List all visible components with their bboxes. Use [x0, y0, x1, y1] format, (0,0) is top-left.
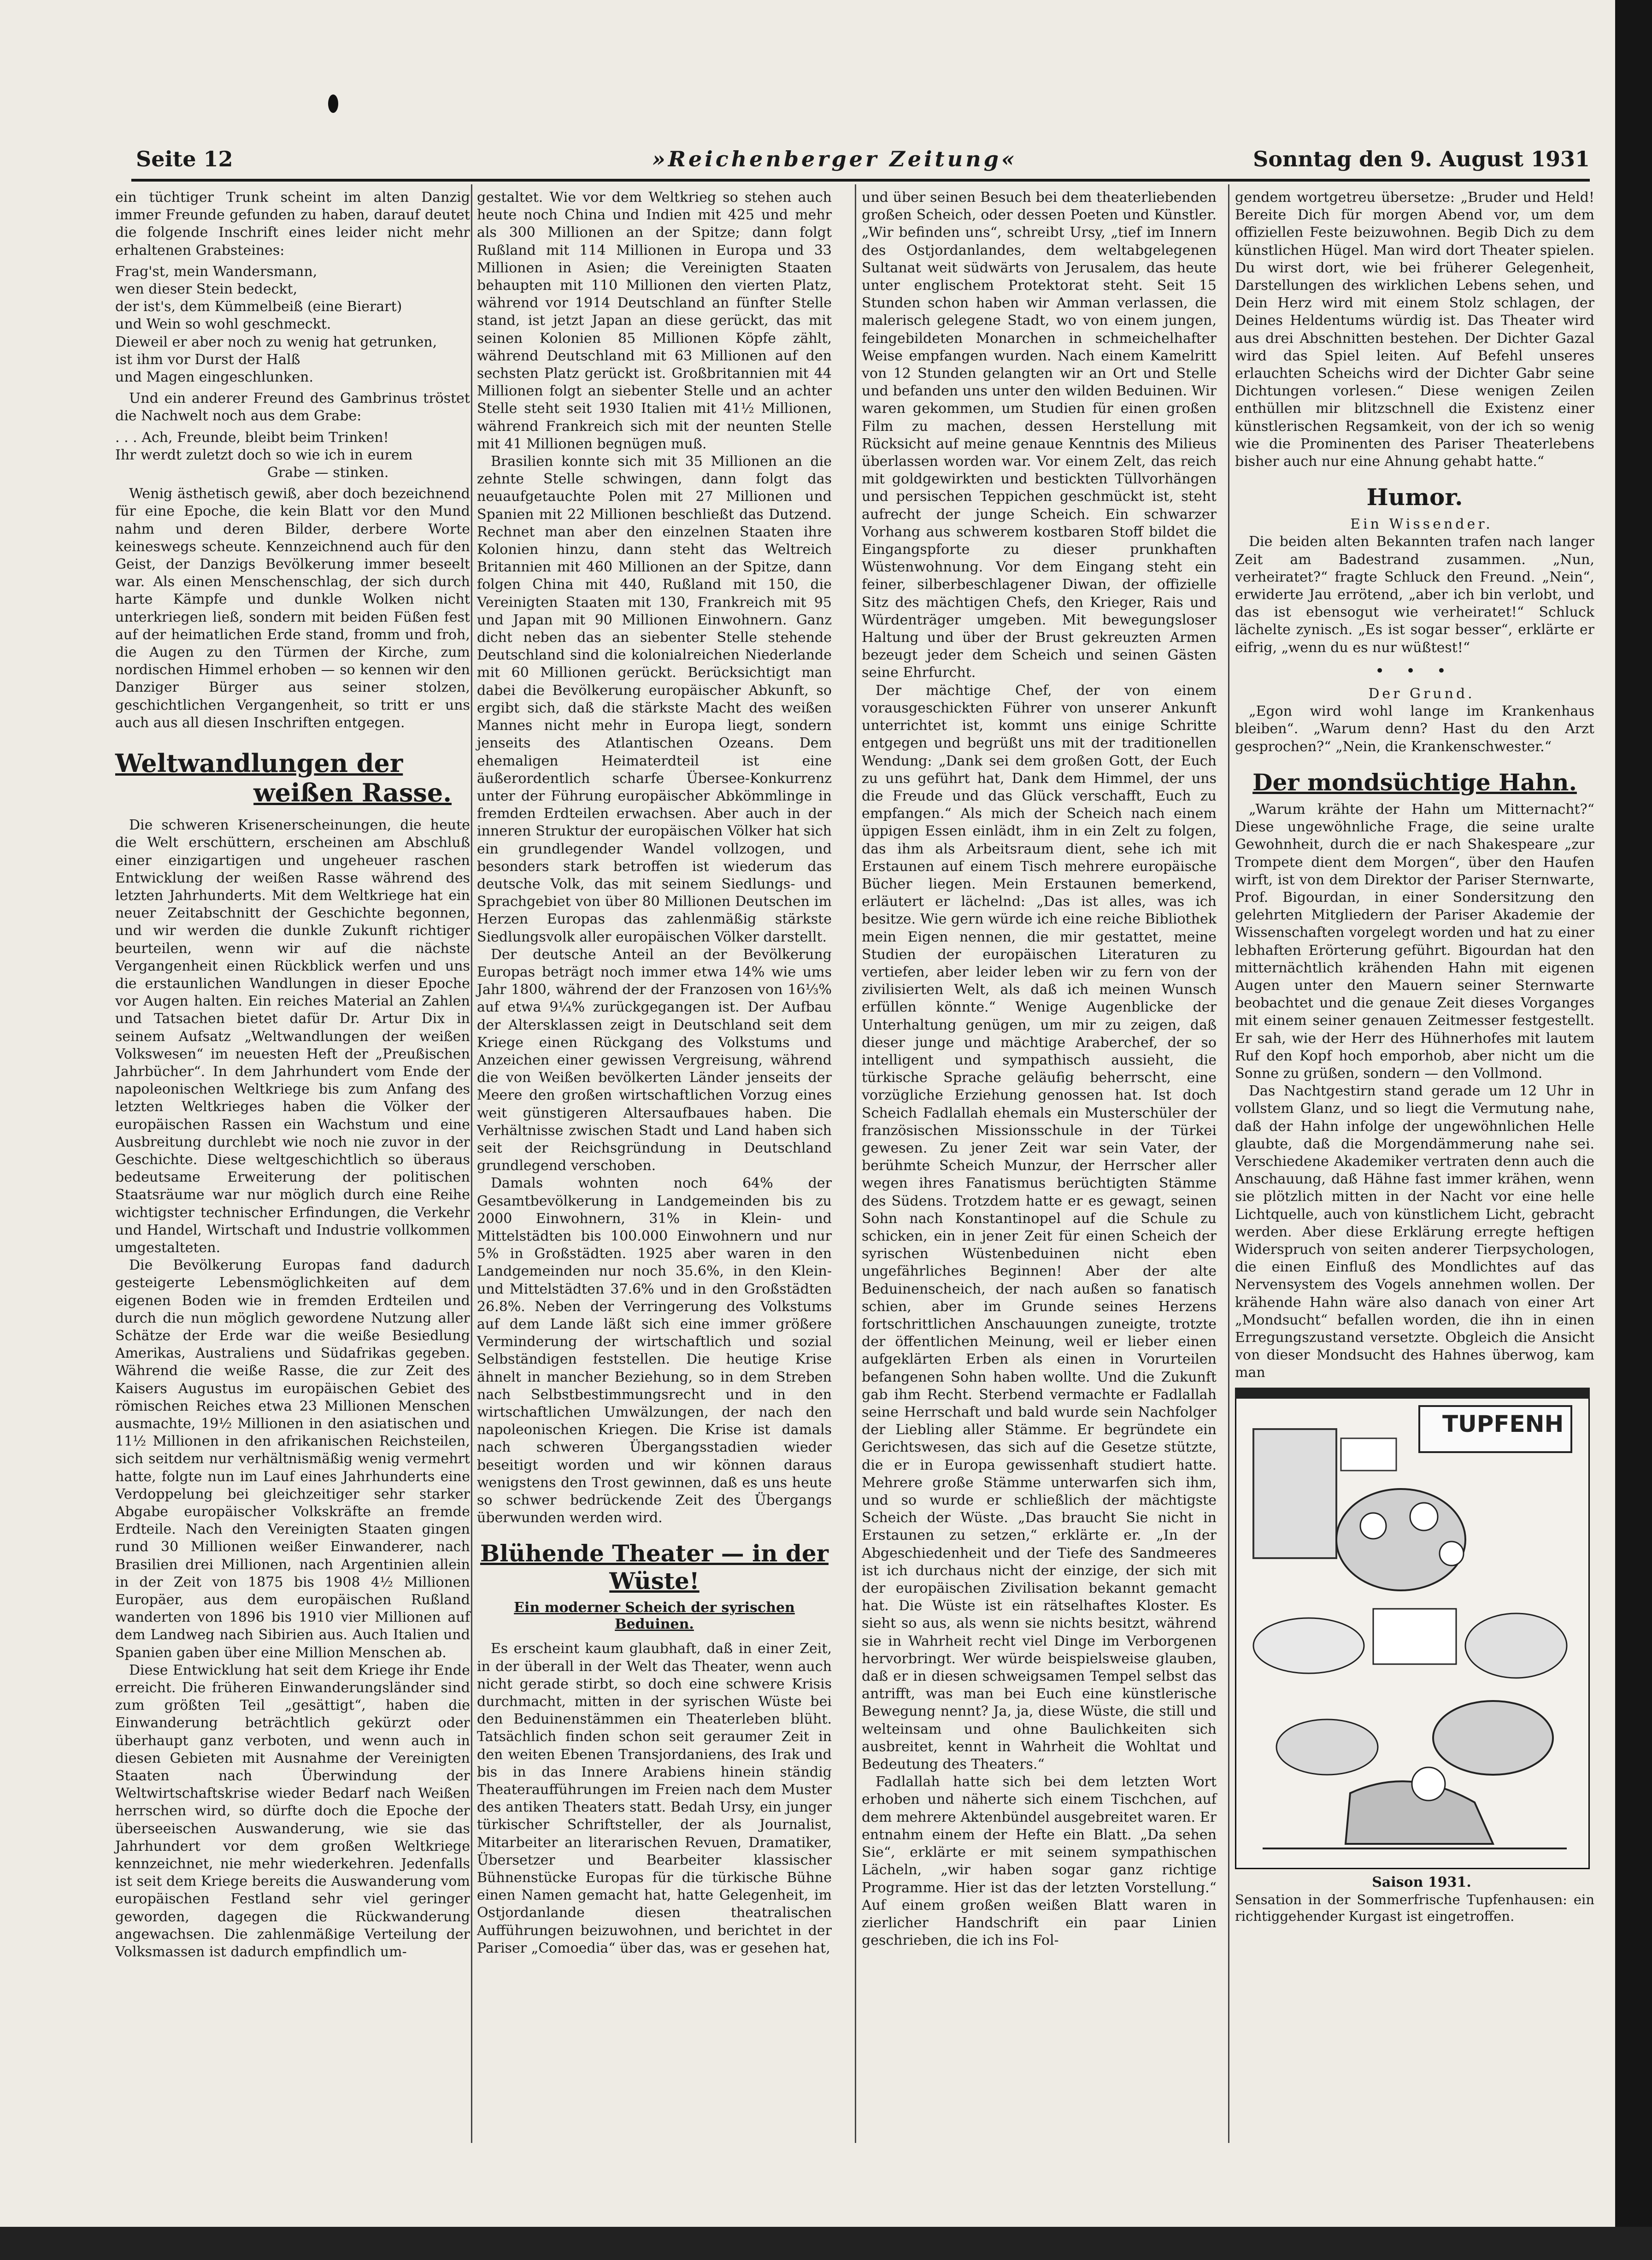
column-2: [477, 189, 832, 1957]
headline-line-2: weißen Rasse.: [253, 778, 452, 808]
column-rule: [471, 184, 472, 2143]
article-paragraph: Es erscheint kaum glaubhaft, daß in einer Zeit, in der überall in der Welt das Theater, wenn auch nicht gerade stirbt, so doch eine schwere Krisis durchmacht, mitten in der syrischen Wüste bei den Beduinenstämmen ein Theaterleben blüht. Tatsächlich finden schon seit geraumer Zeit in den weiten Ebenen Transjordaniens, des Irak und bis in das Innere Arabiens hinein ständig Theateraufführungen im Freien nach dem Muster des antiken Theaters statt. Bedah Ursy, ein junger türkischer Schriftsteller, der als Journalist, Mitarbeiter an literarischen Revuen, Dramatiker, Übersetzer und Bearbeiter klassischer Bühnenstücke Europas für die türkische Bühne einen Namen gemacht hat, hatte Gelegenheit, im Ostjordanlande diesen theatralischen Aufführungen beizuwohnen, und berichtet in der Pariser „Comoedia“ über das, was er gesehen hat,: [477, 1641, 832, 1956]
verse-line: wen dieser Stein bedeckt,: [115, 281, 298, 298]
verse-line: und Magen eingeschlunken.: [115, 369, 313, 386]
scan-border-right: [1615, 0, 1652, 2260]
article-paragraph: gendem wortgetreu übersetze: „Bruder und Held! Bereite Dich für morgen Abend vor, um dem offiziellen Feste beizuwohnen. Begib Dich zu dem künstlichen Hügel. Man wird dort Theater spielen. Du wirst dort, wie bei früherer Gelegenheit, Darstellungen des wirklichen Lebens sehen, und Dein Herz wird mit einem Stolz schlagen, der Deines Heldentums würdig ist. Das Theater wird aus drei Abschnitten bestehen. Der Dichter Gazal wird das Spiel leiten. Auf Befehl unseres erlauchten Scheichs wird der Dichter Gabr seine Dichtungen vorlesen.“ Diese wenigen Zeilen enthüllen mir blitzschnell die Existenz einer künstlerischen Regsamkeit, von der ich so wenig wie die Prominenten des Pariser Theaterlebens bisher auch nur eine Ahnung gehabt hatte.“: [1235, 189, 1594, 470]
verse-line: und Wein so wohl geschmeckt.: [115, 316, 331, 333]
verse-line: der ist's, dem Kümmelbeiß (eine Bierart): [115, 299, 402, 315]
section-heading-humor: Humor.: [1366, 483, 1463, 511]
joke-title: Der Grund.: [1368, 686, 1475, 702]
article-paragraph: Und ein anderer Freund des Gambrinus tröstet die Nachwelt noch aus dem Grabe:: [115, 390, 470, 424]
column-3: [862, 189, 1217, 1949]
article-paragraph: Das Nachtgestirn stand gerade um 12 Uhr in vollstem Glanz, und so liegt die Vermutung nahe, daß der Hahn infolge der ungewöhnlichen Helle glaubte, daß die Morgendämmerung nahe sei. Verschiedene Akademiker vertraten denn auch die Anschauung, daß Hähne fast immer krähen, wenn sie plötzlich mitten in der Nacht vor eine helle Lichtquelle, auch von künstlichem Licht, gebracht werden. Aber diese Erklärung erregte heftigen Widerspruch von seiten anderer Tierpsychologen, die einen Einfluß des Mondlichtes auf das Nervensystem des Vogels annehmen wollen. Der krähende Hahn wäre also danach von einer Art „Mondsucht“ befallen worden, die ihn in einen Erregungszustand versetzte. Obgleich die Ansicht von dieser Mondsucht des Hahnes überwog, kam man: [1235, 1083, 1594, 1381]
cartoon-drawing: [1235, 1388, 1590, 1869]
article-paragraph: gestaltet. Wie vor dem Weltkrieg so stehen auch heute noch China und Indien mit 425 und mehr als 300 Millionen an der Spitze; dann folgt Rußland mit 114 Millionen in Europa und 33 Millionen in Asien; die Vereinigten Staaten behaupten mit 110 Millionen den vierten Platz, während vor 1914 Deutschland an fünfter Stelle stand, ist jetzt Japan an diese gerückt, das mit seinen Kolonien 85 Millionen Köpfe zählt, während Deutschland mit 63 Millionen auf den sechsten Platz gerückt ist. Großbritannien mit 44 Millionen folgt an siebenter Stelle und an achter Stelle steht seit 1930 Italien mit 41½ Millionen, während Frankreich sich mit der neunten Stelle mit 41 Millionen begnügen muß.: [477, 189, 832, 452]
article-paragraph: Damals wohnten noch 64% der Gesamtbevölkerung in Landgemeinden bis zu 2000 Einwohnern, 31% in Klein- und Mittelstädten bis 100.000 Einwohnern und nur 5% in Großstädten. 1925 aber waren in den Landgemeinden nur noch 35.6%, in den Klein- und Mittelstädten 37.6% und in den Großstädten 26.8%. Neben der Verringerung des Volkstums auf dem Lande läßt sich eine immer größere Verminderung der wirtschaftlich und sozial Selbständigen feststellen. Die heutige Krise ähnelt in mancher Beziehung, so in dem Streben nach Selbstbestimmungsrecht und in den wirtschaftlichen Umwälzungen, der nach den napoleonischen Kriegen. Die Krise ist damals nach schweren Übergangsstadien wieder beseitigt worden und wir können daraus wenigstens den Trost gewinnen, daß es uns heute so schwer bedrückende Zeit des Übergangs überwunden werden wird.: [477, 1175, 832, 1526]
article-headline: [115, 748, 470, 807]
article-paragraph: Der deutsche Anteil an der Bevölkerung Europas beträgt noch immer etwa 14% wie ums Jahr 1800, während der der Franzosen von 16⅓% auf etwa 9¼% zurückgegangen ist. Der Aufbau der Altersklassen zeigt in Deutschland seit dem Kriege einen Rückgang des Volkstums und Anzeichen einer gewissen Vergreisung, während die von Weißen bevölkerten Länder jenseits der Meere den großen wirtschaftlichen Vorzug eines weit günstigeren Altersaufbaues haben. Die Verhältnisse zwischen Stadt und Land haben sich seit der Reichsgründung in Deutschland grundlegend verschoben.: [477, 946, 832, 1174]
separator-dots: • • •: [1375, 661, 1454, 680]
headline-line-1: Weltwandlungen der: [115, 748, 403, 778]
verse-line: . . . Ach, Freunde, bleibt beim Trinken!: [115, 429, 389, 446]
epitaph-verse-1: [115, 263, 470, 386]
header-rule: [131, 179, 1590, 182]
verse-line: Dieweil er aber noch zu wenig hat getrunken,: [115, 334, 437, 350]
article-paragraph: „Warum krähte der Hahn um Mitternacht?“ Diese ungewöhnliche Frage, die seine uralte Gewohnheit, durch die er nach Shakespeare „zur Trompete dient dem Morgen“, über den Haufen wirft, ist von dem Direktor der Pariser Sternwarte, Prof. Bigourdan, in einer Sondersitzung den gelehrten Mitgliedern der Pariser Akademie der Wissenschaften vorgelegt worden und hat zu einer lebhaften Erörterung geführt. Bigourdan hat den mitternächtlich krähenden Hahn mit eigenen Augen unter den Mauern seiner Sternwarte beobachtet und die genaue Zeit dieses Vorganges mit einem seiner genauen Zeitmesser festgestellt. Er sah, wie der Herr des Hühnerhofes mit lautem Ruf den Kopf hoch emporhob, aber nicht um die Sonne zu grüßen, sondern — den Vollmond.: [1235, 801, 1594, 1082]
article-paragraph: Die schweren Krisenerscheinungen, die heute die Welt erschüttern, erscheinen am Abschluß einer einzigartigen und ungeheuer raschen Entwicklung der weißen Rasse während des letzten Jahrhunderts. Mit dem Weltkriege hat ein neuer Zeitabschnitt der Geschichte begonnen, und wir werden die dunkle Zukunft richtiger beurteilen, wenn wir auf die nächste Vergangenheit einen Rückblick werfen und uns die erstaunlichen Wandlungen in dieser Epoche vor Augen halten. Ein reiches Material an Zahlen und Tatsachen bietet dafür Dr. Artur Dix in seinem Aufsatz „Weltwandlungen der weißen Volkswesen“ im neuesten Heft der „Preußischen Jahrbücher“. In dem Jahrhundert vom Ende der napoleonischen Weltkriege bis zum Anfang des letzten Weltkrieges haben die Völker der europäischen Rassen ein Wachstum und eine Ausbreitung durchlebt wie noch nie zuvor in der Geschichte. Diese weltgeschichtlich so überaus bedeutsame Erweiterung der politischen Staatsräume war nur möglich durch eine Reihe wichtigster technischer Erfindungen, die Verkehr und Handel, Wirtschaft und Industrie vollkommen umgestalteten.: [115, 817, 470, 1256]
page-header: [131, 147, 1590, 179]
column-4: [1235, 189, 1594, 1925]
cartoon-illustration: [1235, 1388, 1590, 1869]
article-paragraph: Fadlallah hatte sich bei dem letzten Wort erhoben und näherte sich einem Tischchen, auf dem mehrere Aktenbündel ausgebreitet waren. Er entnahm einem der Hefte ein Blatt. „Da sehen Sie“, erklärte er mit seinem sympathischen Lächeln, „wir haben sogar ganz richtige Programme. Hier ist das der letzten Vorstellung.“ Auf einem großen weißen Blatt waren in zierlicher Handschrift ein paar Linien geschrieben, die ich ins Fol-: [862, 1774, 1217, 1949]
verse-line: Ihr werdt zuletzt doch so wie ich in eurem: [115, 447, 413, 463]
article-paragraph: Brasilien konnte sich mit 35 Millionen an die zehnte Stelle schwingen, dann folgt das neuaufgetauchte Polen mit 27 Millionen und Spanien mit 22 Millionen beschließt das Dutzend. Rechnet man aber den einzelnen Staaten ihre Kolonien hinzu, dann steht das Weltreich Britannien mit 460 Millionen an der Spitze, dann folgen China mit 440, Rußland mit 150, die Vereinigten Staaten mit 130, Frankreich mit 95 und Japan mit 90 Millionen Einwohnern. Ganz dicht neben das an siebenter Stelle stehende Deutschland sind die kolonialreichen Niederlande mit 60 Millionen gerückt. Berücksichtigt man dabei die Bevölkerung europäischer Abkunft, so ergibt sich, daß die stärkste Macht des weißen Mannes nicht mehr in Europa liegt, sondern jenseits des Atlantischen Ozeans. Dem ehemaligen Heimaterdteil ist eine äußerordentlich scharfe Übersee-Konkurrenz unter der Führung europäischer Abkömmlinge in fremden Erdteilen erwachsen. Aber auch in der inneren Struktur der europäischen Völker hat sich ein grundlegender Wandel vollzogen, und besonders stark betroffen ist wiederum das deutsche Volk, das mit seinem Siedlungs- und Sprachgebiet von über 80 Millionen Deutschen im Herzen Europas das zahlenmäßig stärkste Siedlungsvolk aller europäischen Völker darstellt.: [477, 453, 832, 945]
verse-line: Frag'st, mein Wandersmann,: [115, 263, 317, 280]
scan-border-bottom: [0, 2227, 1652, 2260]
epitaph-verse-2: [115, 429, 470, 482]
article-headline: Blühende Theater — in der Wüste!: [480, 1540, 829, 1595]
verse-line: ist ihm vor Durst der Halß: [115, 351, 300, 368]
punch-hole-mark: [328, 94, 338, 113]
column-1: [115, 189, 470, 1961]
joke-text: „Egon wird wohl lange im Krankenhaus bleiben“. „Warum denn? Hast du den Arzt gesprochen?“ „Nein, die Krankenschwester.“: [1235, 703, 1594, 755]
cartoon-caption-title: Saison 1931.: [1372, 1874, 1471, 1890]
cartoon-caption: Sensation in der Sommerfrische Tupfenhausen: ein richtiggehender Kurgast ist eingetroffen.: [1235, 1891, 1594, 1924]
page-number: Seite 12: [136, 147, 233, 171]
article-paragraph: und über seinen Besuch bei dem theaterliebenden großen Scheich, oder dessen Poeten und Künstler. „Wir befinden uns“, schreibt Ursy, „tief im Innern des Ostjordanlandes, dem weltabgelegenen Sultanat weit südwärts von Jerusalem, das heute unter englischem Protektorat steht. Seit 15 Stunden schon haben wir Amman verlassen, die malerisch gelegene Stadt, wo von einem jungen, feingebildeten Monarchen in schmeichelhafter Weise empfangen wurden. Nach einem Kamelritt von 12 Stunden gelangten wir an Ort und Stelle und befanden uns unter den wilden Beduinen. Wir waren gekommen, um Studien für einen großen Film zu machen, dessen Herstellung mit Rücksicht auf meine genaue Kenntnis des Milieus überlassen worden war. Vor einem Zelt, das reich mit goldgewirkten und bestickten Tüllvorhängen und persischen Teppichen geschmückt ist, steht aufrecht der junge Scheich. Ein schwarzer Vorhang aus schwerem kostbaren Stoff bildet die Eingangspforte zu dieser prunkhaften Wüstenwohnung. Vor dem Eingang steht ein feiner, silberbeschlagener Diwan, der offizielle Sitz des mächtigen Chefs, den Krieger, Rais und Würdenträger umgeben. Mit bewegungsloser Haltung und über der Brust gekreuzten Armen bezeugt jeder dem Scheich und seinen Gästen seine Ehrfurcht.: [862, 189, 1217, 681]
article-headline: Der mondsüchtige Hahn.: [1252, 768, 1577, 796]
joke-text: Die beiden alten Bekannten trafen nach langer Zeit am Badestrand zusammen. „Nun, verheiratet?“ fragte Schluck den Freund. „Nein“, erwiderte Jau errötend, „aber ich bin verlobt, und das ist ebensogut wie verheiratet!“ Schluck lächelte zynisch. „Es ist sogar besser“, erklärte er eifrig, „wenn du es nur wüßtest!“: [1235, 534, 1594, 656]
newspaper-title: »Reichenberger Zeitung«: [652, 147, 1017, 171]
article-paragraph: Wenig ästhetisch gewiß, aber doch bezeichnend für eine Epoche, die kein Blatt vor den Mund nahm und deren Bilder, derbere Worte keineswegs scheute. Kennzeichnend auch für den Geist, der Danzigs Bevölkerung immer beseelt war. Als einen Menschenschlag, der sich durch harte Kämpfe und dunkle Wolken nicht unterkriegen ließ, sondern mit beiden Füßen fest auf der heimatlichen Erde stand, fromm und froh, die Augen zu den Türmen der Kirche, zum nordischen Himmel erhoben — so kennen wir den Danziger Bürger aus seiner stolzen, geschichtlichen Vergangenheit, so tritt er uns auch aus all diesen Inschriften entgegen.: [115, 486, 470, 731]
issue-date: Sonntag den 9. August 1931: [1253, 147, 1590, 171]
article-paragraph: Diese Entwicklung hat seit dem Kriege ihr Ende erreicht. Die früheren Einwanderungsländer sind zum größten Teil „gesättigt“, haben die Einwanderung beträchtlich gekürzt oder überhaupt ganz verboten, und wenn auch in diesen Gebieten mit Ausnahme der Vereinigten Staaten nach Überwindung der Weltwirtschaftskrise wieder Bedarf nach Weißen herrschen wird, so dürfte doch die Epoche der überseeischen Auswanderung, wie sie das Jahrhundert vor dem großen Weltkriege kennzeichnet, nie mehr wiederkehren. Jedenfalls ist seit dem Kriege bereits die Auswanderung vom europäischen Festland sehr viel geringer geworden, dagegen die Rückwanderung angewachsen. Die zahlenmäßige Verteilung der Volksmassen ist dadurch empfindlich um-: [115, 1662, 470, 1960]
article-paragraph: Die Bevölkerung Europas fand dadurch gesteigerte Lebensmöglichkeiten auf dem eigenen Boden wie in fremden Erdteilen und durch die nun möglich gewordene Nutzung aller Schätze der Erde war die weiße Besiedlung Amerikas, Australiens und Südafrikas gegeben. Während die weiße Rasse, die zur Zeit des Kaisers Augustus im europäischen Gebiet des römischen Reiches etwa 23 Millionen Menschen ausmachte, 19½ Millionen in den asiatischen und 11½ Millionen in den afrikanischen Reichsteilen, sich seitdem nur verhältnismäßig wenig vermehrt hatte, folgte nun im Lauf eines Jahrhunderts eine Verdoppelung bei gleichzeitiger sehr starker Abgabe europäischer Volkskräfte an fremde Erdteile. Nach den Vereinigten Staaten gingen rund 30 Millionen weißer Einwanderer, nach Brasilien drei Millionen, nach Argentinien allein in der Zeit von 1875 bis 1908 4½ Millionen Europäer, aus dem europäischen Rußland wanderten von 1896 bis 1910 vier Millionen auf dem Landweg nach Sibirien aus. Auch Italien und Spanien gaben über eine Million Menschen ab.: [115, 1257, 470, 1661]
column-rule: [855, 184, 856, 2143]
article-subheadline: Ein moderner Scheich der syrischen Beduinen.: [514, 1600, 795, 1633]
joke-title: Ein Wissender.: [1350, 516, 1493, 533]
verse-line: Grabe — stinken.: [267, 465, 389, 481]
article-paragraph: ein tüchtiger Trunk scheint im alten Danzig immer Freunde gefunden zu haben, darauf deutet die folgende Inschrift eines leider nicht mehr erhaltenen Grabsteines:: [115, 189, 470, 259]
shop-sign-text: TUPFENH: [1442, 1410, 1564, 1437]
article-paragraph: Der mächtige Chef, der von einem vorausgeschickten Führer von unserer Ankunft unterrichtet ist, kommt uns einige Schritte entgegen und begrüßt uns mit der traditionellen Wendung: „Dank sei dem großen Gott, der Euch zu uns geführt hat, Dank dem Himmel, der uns die Freude und das Glück verschafft, Euch zu empfangen.“ Als mich der Scheich nach einem üppigen Essen einlädt, ihm in ein Zelt zu folgen, das ihm als Arbeitsraum dient, sehe ich mit Erstaunen auf einem Tisch mehrere europäische Bücher liegen. Mein Erstaunen bemerkend, erläutert er lächelnd: „Das ist alles, was ich besitze. Wie gern würde ich eine reiche Bibliothek mein Eigen nennen, die mir gestattet, meine Studien der europäischen Literaturen zu vertiefen, aber leider leben wir zu fern von der zivilisierten Welt, als daß ich meinen Wunsch erfüllen könnte.“ Wenige Augenblicke der Unterhaltung genügen, um mir zu zeigen, daß dieser junge und mächtige Araberchef, der so intelligent und sympathisch aussieht, die türkische Sprache geläufig beherrscht, eine vorzügliche Erziehung genossen hat. Ist doch Scheich Fadlallah ehemals ein Musterschüler der französischen Missionsschule in der Türkei gewesen. Zu jener Zeit war sein Vater, der berühmte Scheich Munzur, der Herrscher aller wegen ihres Fanatismus berüchtigten Stämme des Südens. Trotzdem hatte er es gewagt, seinen Sohn nach Konstantinopel auf die Schule zu schicken, ein in jener Zeit für einen Scheich der syrischen Wüstenbeduinen nicht eben ungefährliches Beginnen! Aber der alte Beduinenscheich, der nach außen so fanatisch schien, aber im Grunde seines Herzens fortschrittlichen Anschauungen zuneigte, trotzte der öffentlichen Meinung, weil er lieber einen aufgeklärten Erben als einen in Vorurteilen befangenen Sohn haben wollte. Und die Zukunft gab ihm Recht. Sterbend vermachte er Fadlallah seine Herrschaft und bald wurde sein Nachfolger der Liebling aller Stämme. Er begründete ein Gerichtswesen, das sich auf die Gesetze stützte, die er in Europa gewissenhaft studiert hatte. Mehrere große Stämme unterwarfen sich ihm, und so wurde er schließlich der mächtigste Scheich der Wüste. „Das braucht Sie nicht in Erstaunen zu setzen,“ erklärte er. „In der Abgeschiedenheit und der Tiefe des Sandmeeres ist ich durchaus nicht der einzige, der sich mit der europäischen Zivilisation bekannt gemacht hat. Die Wüste ist ein rätselhaftes Kloster. Es sieht so aus, als wenn sie nichts besitzt, während sie in Wahrheit recht viel Dinge im Verborgenen hervorbringt. Wer würde beispielsweise glauben, daß er in diesen schweigsamen Tempel selbst das antrifft, was man bei Euch eine künstlerische Bewegung nennt? Ja, ja, diese Wüste, die still und welteinsam und ohne Baulichkeiten sich ausbreitet, kennt in Wahrheit die Wohltat und Bedeutung des Theaters.“: [862, 682, 1217, 1773]
column-rule: [1228, 184, 1229, 2143]
